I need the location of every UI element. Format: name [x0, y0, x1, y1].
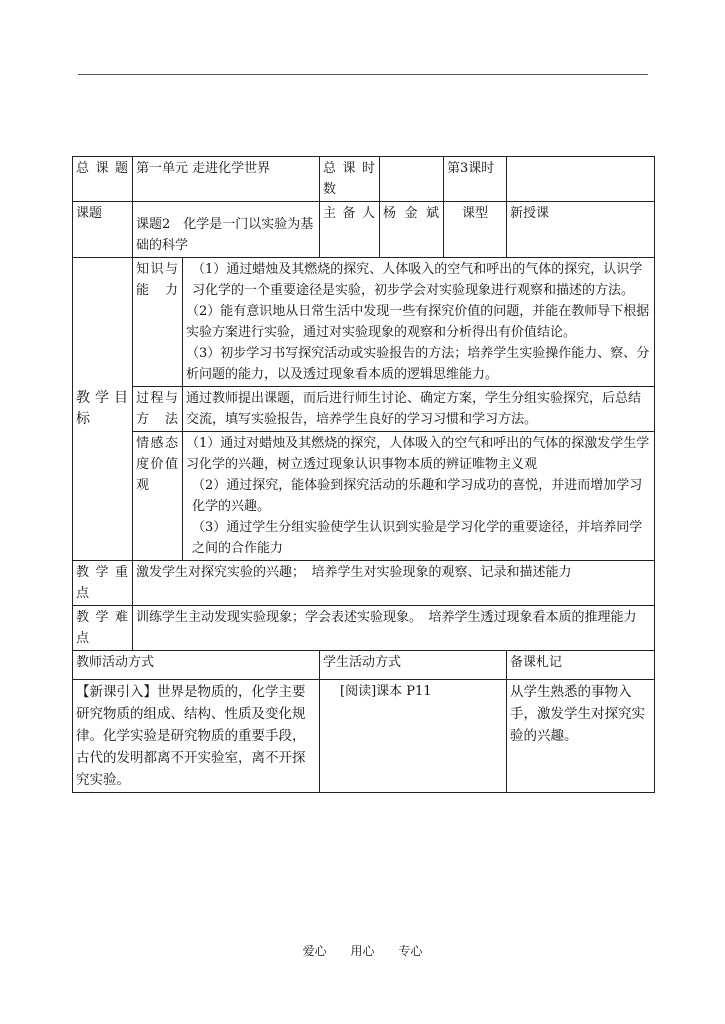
header-prep-notes: 备课札记 — [507, 651, 655, 680]
label-process: 过程与方法 — [133, 387, 183, 432]
knowledge-item-1: （1）通过蜡烛及其燃烧的探究、人体吸入的空气和呼出的气体的探究，认识学习化学的一个重要途径是实验，初步学会对实验现象进行观察和描述的方法。 — [192, 262, 643, 298]
difficulties-row — [73, 606, 655, 651]
label-session: 第3课时 — [444, 157, 507, 202]
header-teacher-activity: 教师活动方式 — [73, 651, 320, 680]
emotion-item-3: （3）通过学生分组实验使学生认识到实验是学习化学的重要途径，并培养同学之间的合作能力 — [192, 520, 643, 556]
activity-header-row — [73, 651, 655, 680]
student-activity-content: [阅读]课本 P11 — [320, 680, 507, 793]
footer-word-2: 用心 — [350, 944, 375, 958]
label-knowledge: 知识与能力 — [133, 258, 183, 387]
lesson-type-value: 新授课 — [507, 202, 655, 258]
header-rule — [78, 74, 648, 75]
emotion-content — [183, 432, 655, 561]
total-hours-value — [380, 157, 444, 202]
difficulties-content: 训练学生主动发现实验现象；学会表述实验现象。 培养学生透过现象看本质的推理能力 — [133, 606, 655, 651]
footer-word-1: 爱心 — [302, 944, 327, 958]
label-emotion: 情感态度价值观 — [133, 432, 183, 561]
lesson-plan-table — [72, 156, 655, 793]
objective-process-row — [73, 387, 655, 432]
activity-row — [73, 680, 655, 793]
header-row-2 — [73, 202, 655, 258]
lead-author-value: 杨金斌 — [380, 202, 444, 258]
label-objectives: 教学目标 — [73, 258, 133, 561]
label-topic: 课题 — [73, 202, 133, 258]
topic-value: 课题2 化学是一门以实验为基础的科学 — [133, 202, 320, 258]
label-key-points: 教学重点 — [73, 561, 133, 606]
label-total-topic: 总课题 — [73, 157, 133, 202]
teacher-activity-content: 【新课引入】世界是物质的，化学主要研究物质的组成、结构、性质及变化规律。化学实验是研究物质的重要手段，古代的发明都离不开实验室，离不开探究实验。 — [73, 680, 320, 793]
emotion-item-2: （2）通过探究，能体验到探究活动的乐趣和学习成功的喜悦，并进而增加学习化学的兴趣。 — [192, 478, 643, 514]
session-value — [507, 157, 655, 202]
knowledge-item-3: （3）初步学习书写探究活动或实验报告的方法；培养学生实验操作能力、察、分析问题的能力，以及透过现象看本质的逻辑思维能力。 — [186, 346, 650, 382]
footer-word-3: 专心 — [398, 944, 423, 958]
objective-emotion-row — [73, 432, 655, 561]
header-student-activity: 学生活动方式 — [320, 651, 507, 680]
objective-knowledge-row — [73, 258, 655, 387]
label-lead-author: 主备人 — [320, 202, 380, 258]
knowledge-content — [183, 258, 655, 387]
key-points-content: 激发学生对探究实验的兴趣； 培养学生对实验现象的观察、记录和描述能力 — [133, 561, 655, 606]
footer — [0, 942, 725, 959]
process-content: 通过教师提出课题，而后进行师生讨论、确定方案，学生分组实验探究，后总结交流，填写实验报告，培养学生良好的学习习惯和学习方法。 — [183, 387, 655, 432]
label-total-hours: 总课时数 — [320, 157, 380, 202]
key-points-row — [73, 561, 655, 606]
total-topic-value: 第一单元 走进化学世界 — [133, 157, 320, 202]
header-row-1 — [73, 157, 655, 202]
knowledge-item-2: （2）能有意识地从日常生活中发现一些有探究价值的问题，并能在教师导下根据实验方案进行实验，通过对实验现象的观察和分析得出有价值结论。 — [186, 304, 650, 340]
emotion-item-1: （1）通过对蜡烛及其燃烧的探究，人体吸入的空气和呼出的气体的探激发学生学习化学的兴趣，树立透过现象认识事物本质的辨证唯物主义观 — [186, 436, 650, 472]
label-difficulties: 教学难点 — [73, 606, 133, 651]
label-lesson-type: 课型 — [444, 202, 507, 258]
prep-notes-content: 从学生熟悉的事物入手，激发学生对探究实验的兴趣。 — [507, 680, 655, 793]
